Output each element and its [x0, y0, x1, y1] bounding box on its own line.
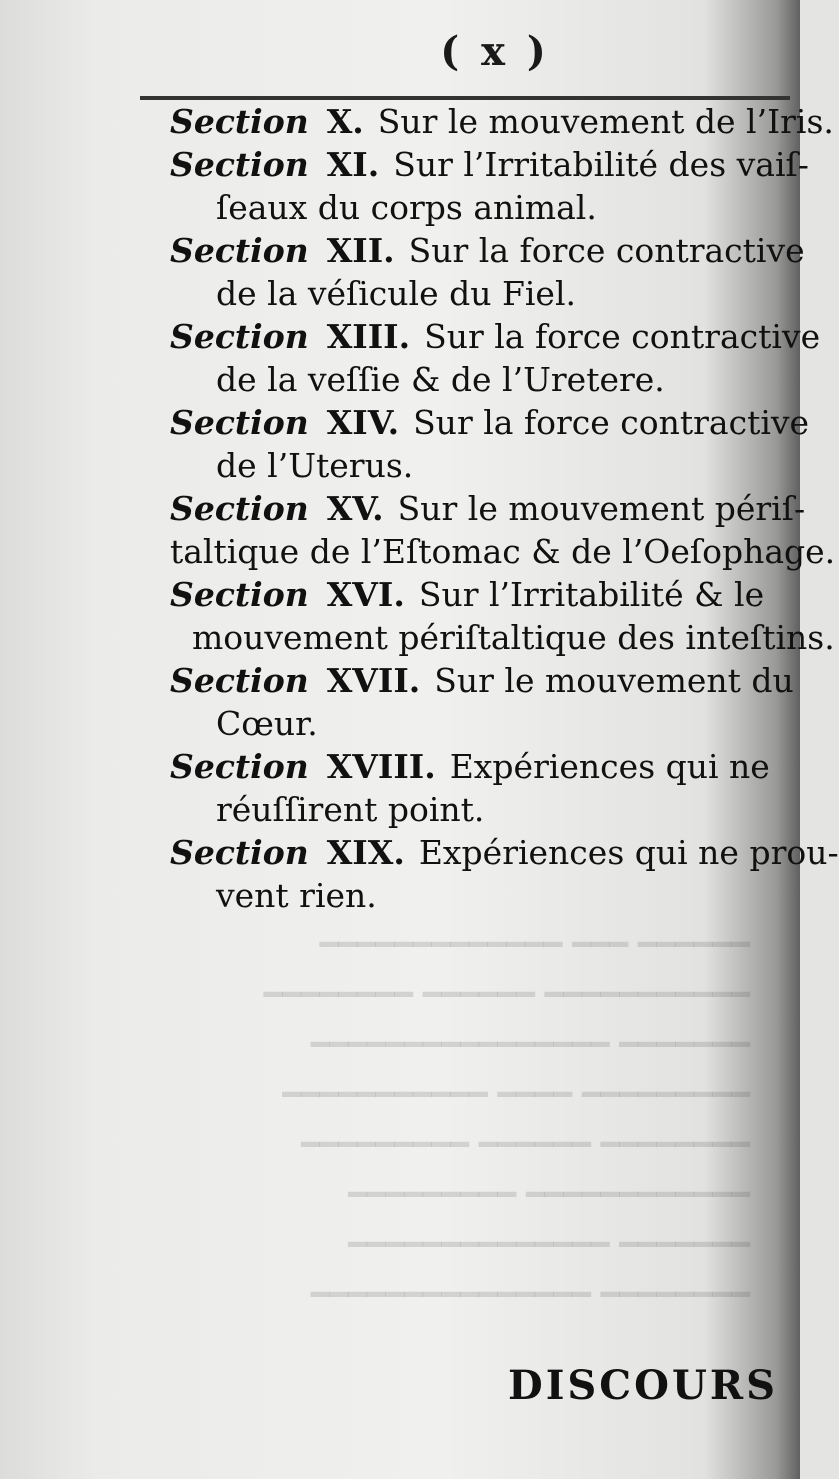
section-numeral: XIII. [326, 317, 411, 356]
section-title: Expériences qui ne [449, 747, 770, 786]
toc-entry-section-x [170, 100, 834, 143]
section-label: Section [170, 317, 309, 356]
section-numeral: XVIII. [326, 747, 436, 786]
section-numeral: XII. [326, 231, 395, 270]
table-of-contents [170, 100, 839, 917]
toc-entry-section-xv [170, 487, 836, 573]
section-title: Expériences qui ne prou- [418, 833, 839, 872]
section-title: Sur la force contractive [413, 403, 810, 442]
section-numeral: XIV. [326, 403, 400, 442]
toc-entry-section-xix [170, 831, 839, 917]
section-numeral: XI. [326, 145, 380, 184]
section-label: Section [170, 833, 309, 872]
bleed-through-texture: ━━━━━━ ━━━ ━━━━━━━━━━━━━ ━━━━━━━━━━━ ━━━━━━ ━━━━━━━━ ━━━━━━━ ━━━━━━━━━━━━━━━━ ━━━━━━━━━ ━━━━ ━━━━━━━━━━━ ━━━━━━━━ ━━━━━━ ━━━━━━━━━ ━━━━━━━━━━━━ ━━━━━━━━━ ━━━━━━━ ━━━━━━━━━━━━━━ ━━━━━━━━ ━━━━━━━━━━━━━━━ [263, 927, 750, 1313]
section-title-continuation: mouvement périſtaltique des inteſtins. [192, 618, 835, 657]
section-numeral: XIX. [326, 833, 405, 872]
section-title: Sur l’Irritabilité des vaiſ- [393, 145, 809, 184]
section-label: Section [170, 575, 309, 614]
section-title-continuation: de la véſicule du Fiel. [216, 274, 577, 313]
section-title: Sur le mouvement de l’Iris. [377, 102, 834, 141]
section-label: Section [170, 403, 309, 442]
toc-entry-section-xiii [170, 315, 821, 401]
section-title-continuation: de l’Uterus. [216, 446, 414, 485]
toc-entry-section-xiv [170, 401, 810, 487]
toc-entry-section-xvii [170, 659, 795, 745]
section-title: Sur le mouvement du [434, 661, 794, 700]
section-title-continuation: vent rien. [216, 876, 377, 915]
section-label: Section [170, 145, 309, 184]
section-label: Section [170, 231, 309, 270]
toc-entry-section-xii [170, 229, 805, 315]
section-label: Section [170, 747, 309, 786]
toc-entry-section-xi [170, 143, 809, 229]
section-title: Sur la force contractive [408, 231, 805, 270]
section-title-continuation: de la veſſie & de l’Uretere. [216, 360, 665, 399]
page-number: ( x ) [440, 28, 550, 75]
toc-entry-section-xvi [170, 573, 835, 659]
catchword: DISCOURS [508, 1362, 778, 1409]
section-numeral: XVII. [326, 661, 421, 700]
section-label: Section [170, 489, 309, 528]
section-title: Sur l’Irritabilité & le [418, 575, 765, 614]
section-title-continuation: réuſſirent point. [216, 790, 485, 829]
section-title: Sur la force contractive [424, 317, 821, 356]
section-title-continuation: ſeaux du corps animal. [216, 188, 597, 227]
section-numeral: XV. [326, 489, 384, 528]
section-numeral: XVI. [326, 575, 405, 614]
section-label: Section [170, 661, 309, 700]
section-title-continuation: taltique de l’Eſtomac & de l’Oeſophage. [170, 532, 836, 571]
section-numeral: X. [326, 102, 364, 141]
section-title-continuation: Cœur. [216, 704, 318, 743]
section-label: Section [170, 102, 309, 141]
section-title: Sur le mouvement périſ- [397, 489, 806, 528]
toc-entry-section-xviii [170, 745, 795, 831]
